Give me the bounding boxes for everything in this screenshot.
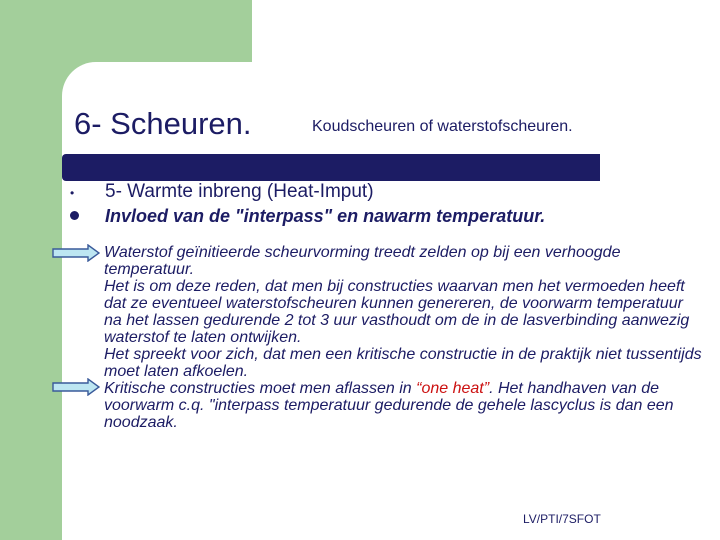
bullet-dot-large — [70, 211, 79, 220]
paragraph-no-cooling: Het spreekt voor zich, dat men een kritische constructie in de praktijk niet tussentijds moet laten afkoelen. — [104, 346, 702, 380]
bullet-dot-small: • — [70, 186, 75, 200]
one-heat-text-pre: Kritische constructies moet men aflassen in — [104, 380, 417, 397]
arrow-right-icon — [52, 378, 100, 396]
paragraph-hydrogen-cracking: Waterstof geïnitieerde scheurvorming treedt zelden op bij een verhoogde temperatuur. — [104, 244, 621, 278]
slide-subtitle: Koudscheuren of waterstofscheuren. — [312, 118, 573, 135]
bullet-heading-1: 5- Warmte inbreng (Heat-Imput) — [105, 181, 374, 202]
paragraph-preheat-hold: Het is om deze reden, dat men bij constructies waarvan men het vermoeden heeft dat ze eventueel waterstofscheuren kunnen genereren, de voorwarm temperatuur na het lassen gedurende 2 tot 3 uur vasthoudt om de in de lasverbinding aanwezig waterstof te laten ontwijken. — [104, 278, 690, 346]
slide-title: 6- Scheuren. — [74, 106, 252, 141]
one-heat-highlight: “one heat” — [416, 380, 490, 397]
body-text-block — [104, 244, 704, 431]
one-heat-text-post: . Het handhaven van de voorwarm c.q. "interpass temperatuur gedurende de gehele lascyclus is dan een noodzaak. — [104, 380, 674, 431]
arrow-right-icon — [52, 244, 100, 262]
title-rule-bar — [62, 154, 600, 181]
paragraph-one-heat — [104, 380, 704, 431]
footer-code: LV/PTI/7SFOT — [523, 512, 601, 526]
bullet-heading-2: Invloed van de "interpass" en nawarm temperatuur. — [105, 206, 546, 226]
